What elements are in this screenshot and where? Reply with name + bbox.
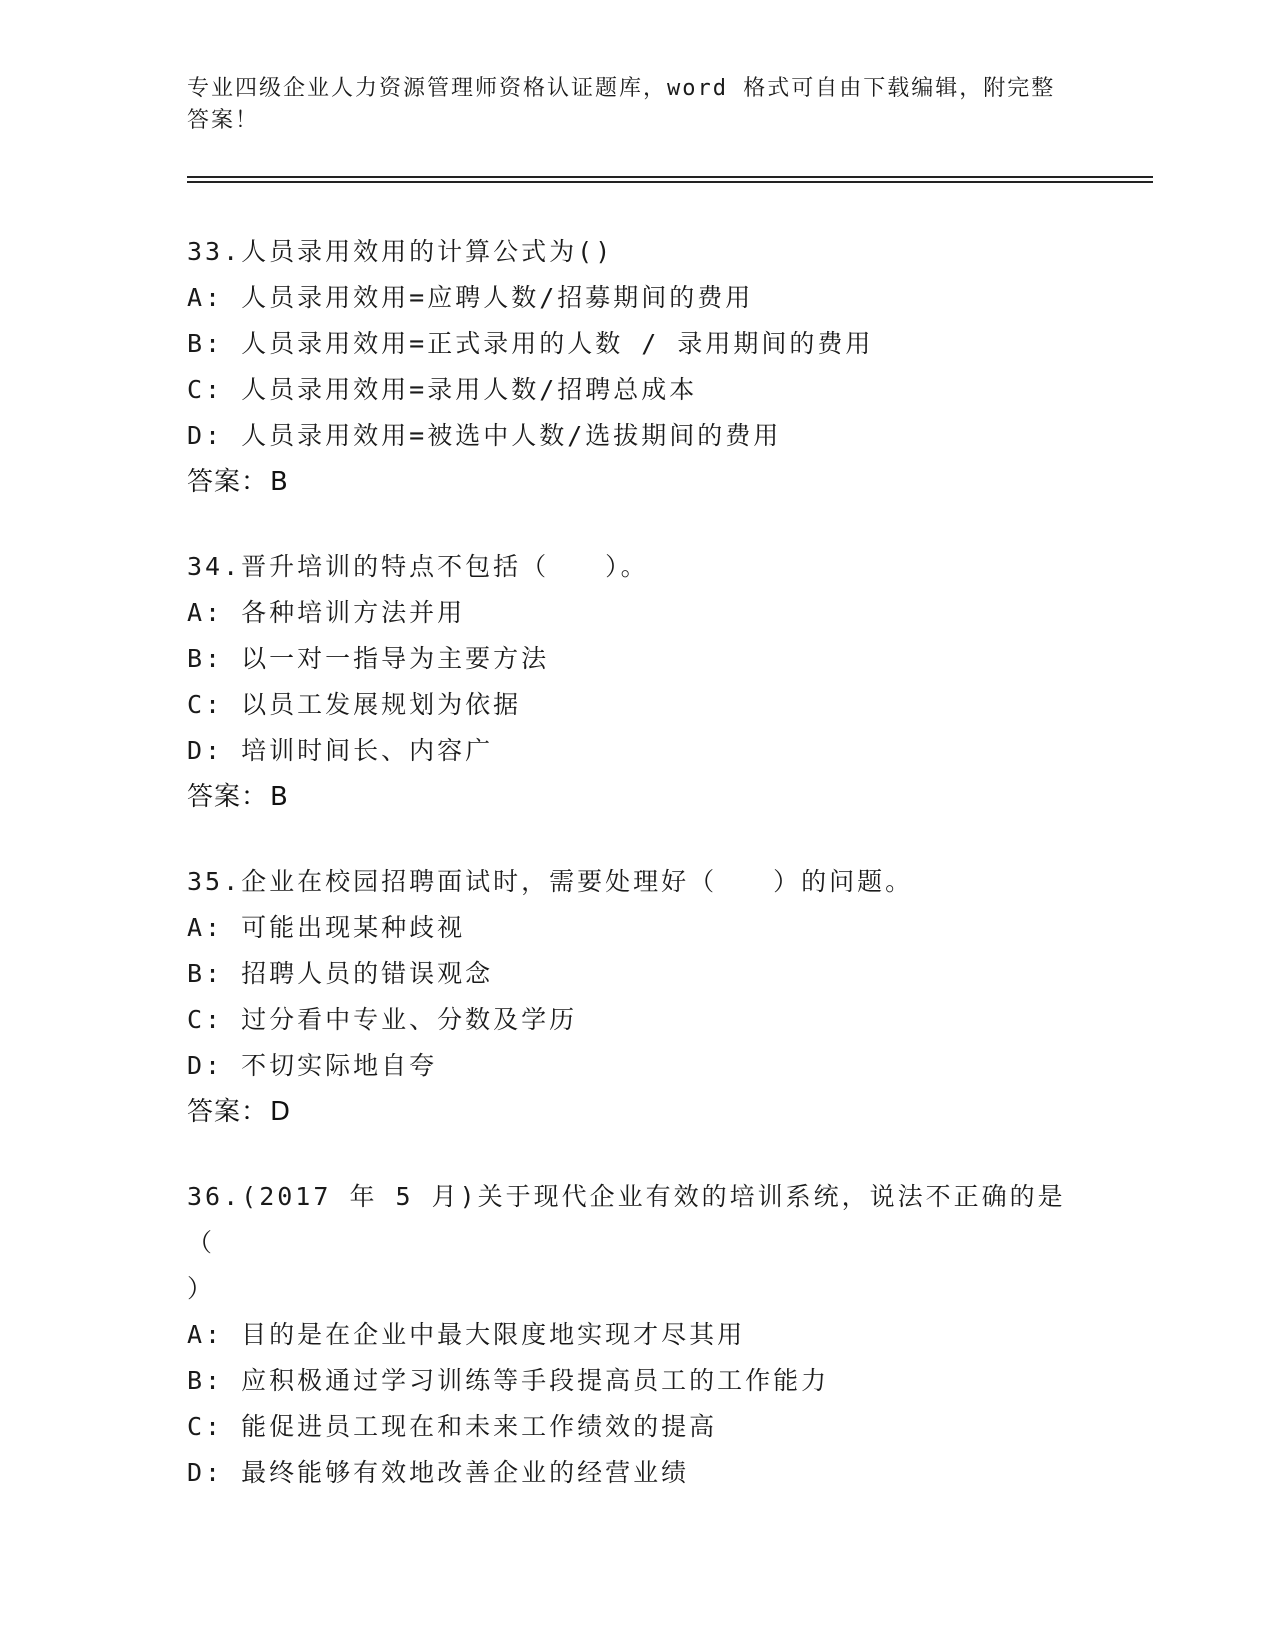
question-stem: 35.企业在校园招聘面试时，需要处理好（ ）的问题。 (187, 867, 914, 896)
answer-line (187, 774, 1087, 820)
option-a: A: 可能出现某种歧视 (187, 913, 466, 942)
option-c: C: 人员录用效用=录用人数/招聘总成本 (187, 375, 698, 404)
option-d: D: 不切实际地自夸 (187, 1051, 438, 1080)
option-b: B: 以一对一指导为主要方法 (187, 644, 550, 673)
question-stem: 36.(2017 年 5 月)关于现代企业有效的培训系统，说法不正确的是（ ） (187, 1182, 1066, 1303)
option-c: C: 过分看中专业、分数及学历 (187, 1005, 578, 1034)
answer-line (187, 1089, 1087, 1135)
answer-label: 答案： (187, 1097, 269, 1127)
option-c: C: 能促进员工现在和未来工作绩效的提高 (187, 1412, 718, 1441)
option-b: B: 应积极通过学习训练等手段提高员工的工作能力 (187, 1366, 830, 1395)
answer-value: B (270, 467, 289, 497)
question-35 (187, 859, 1087, 1135)
header-note: 专业四级企业人力资源管理师资格认证题库，word 格式可自由下载编辑，附完整答案！ (187, 76, 1056, 133)
option-a: A: 目的是在企业中最大限度地实现才尽其用 (187, 1320, 746, 1349)
question-33 (187, 229, 1087, 505)
option-b: B: 招聘人员的错误观念 (187, 959, 494, 988)
answer-label: 答案： (187, 782, 269, 812)
option-d: D: 最终能够有效地改善企业的经营业绩 (187, 1458, 690, 1487)
option-b: B: 人员录用效用=正式录用的人数 / 录用期间的费用 (187, 329, 874, 358)
option-d: D: 培训时间长、内容广 (187, 736, 494, 765)
answer-value: B (270, 782, 289, 812)
header-divider (187, 176, 1153, 183)
answer-value: D (270, 1097, 292, 1127)
question-34 (187, 544, 1087, 820)
answer-line (187, 459, 1087, 505)
option-c: C: 以员工发展规划为依据 (187, 690, 522, 719)
option-d: D: 人员录用效用=被选中人数/选拔期间的费用 (187, 421, 782, 450)
option-a: A: 各种培训方法并用 (187, 598, 466, 627)
option-a: A: 人员录用效用=应聘人数/招募期间的费用 (187, 283, 754, 312)
question-36 (187, 1174, 1087, 1496)
question-stem: 34.晋升培训的特点不包括（ ）。 (187, 552, 649, 581)
question-stem: 33.人员录用效用的计算公式为() (187, 237, 614, 266)
answer-label: 答案： (187, 467, 269, 497)
